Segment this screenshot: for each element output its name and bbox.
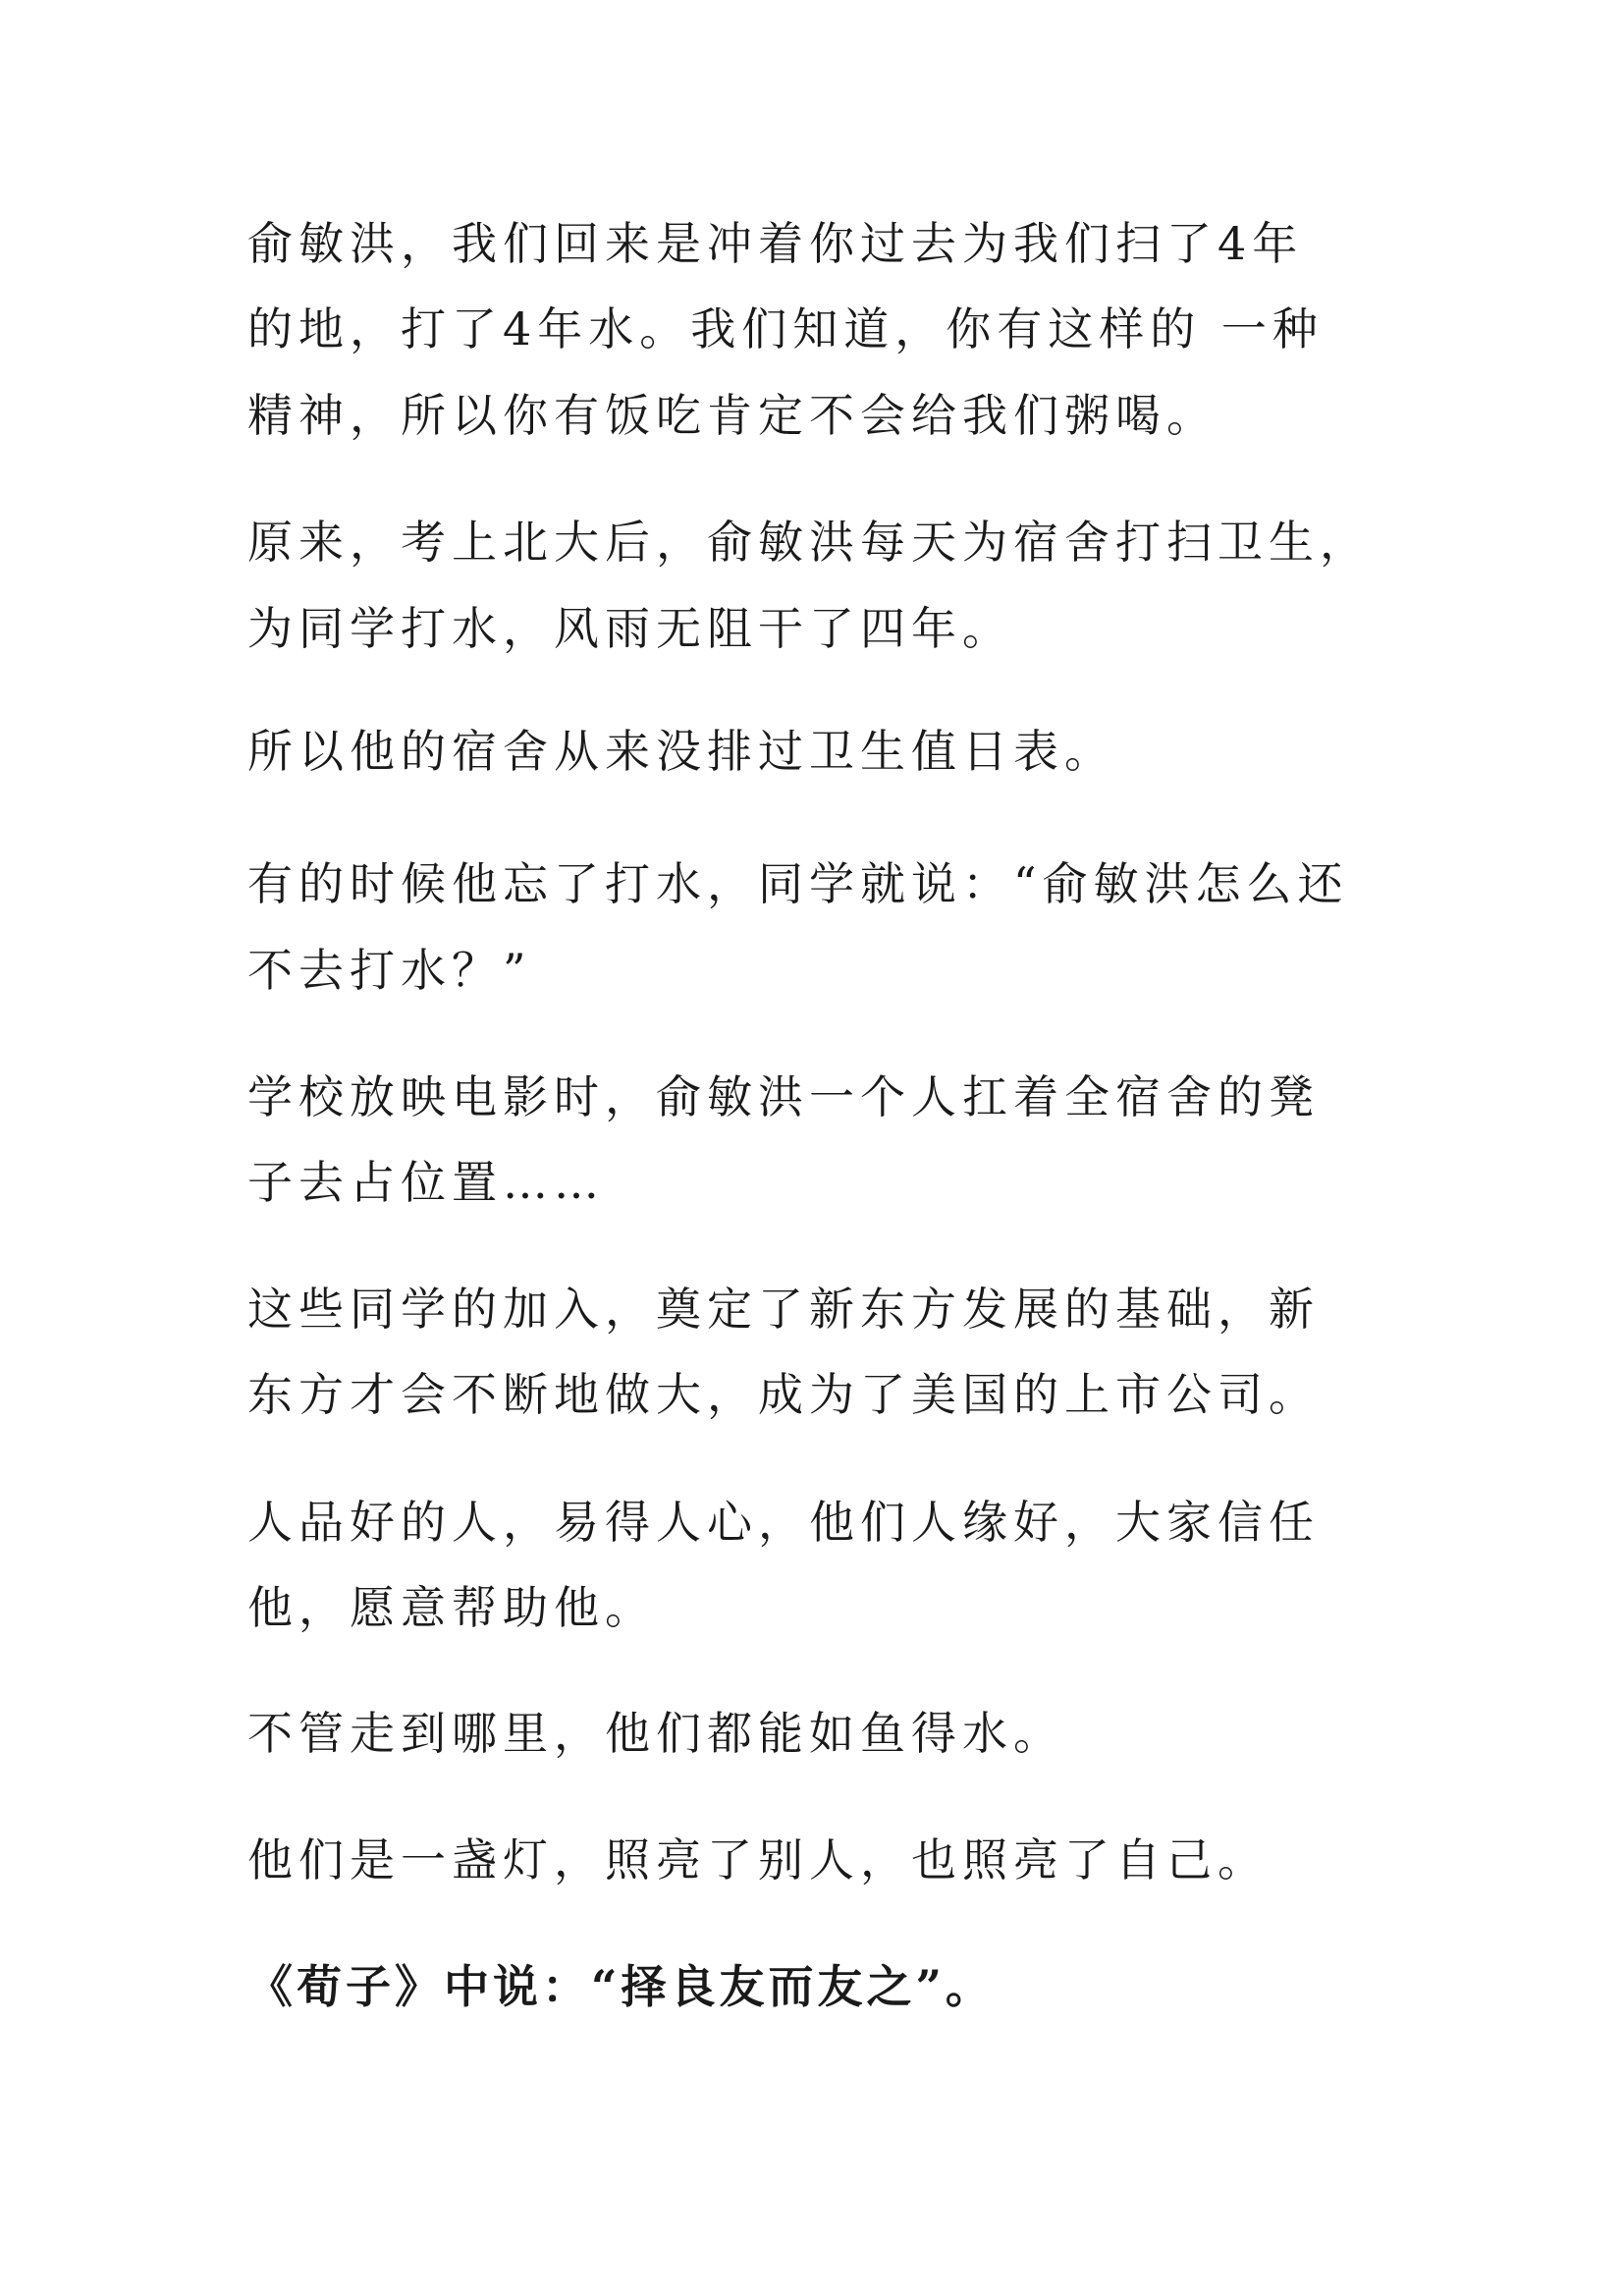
paragraph-line: 精神，所以你有饭吃肯定不会给我们粥喝。 <box>247 389 1217 442</box>
paragraph-line: 原来，考上北大后，俞敏洪每天为宿舍打扫卫生， <box>247 516 1371 569</box>
paragraph-line: 不管走到哪里，他们都能如鱼得水。 <box>247 1707 1064 1760</box>
paragraph-line: 他们是一盏灯，照亮了别人，也照亮了自己。 <box>247 1833 1269 1886</box>
paragraph-line: 人品好的人，易得人心，他们人缘好，大家信任 <box>247 1496 1320 1549</box>
paragraph-line: 学校放映电影时，俞敏洪一个人扛着全宿舍的凳 <box>247 1070 1320 1123</box>
paragraph-line: 不去打水？” <box>247 944 532 997</box>
paragraph-line: 有的时候他忘了打水，同学就说：“俞敏洪怎么还 <box>247 857 1349 910</box>
paragraph-line: 的地，打了4年水。我们知道，你有这样的 一种 <box>247 302 1324 355</box>
paragraph-line: 俞敏洪，我们回来是冲着你过去为我们扫了4年 <box>247 217 1304 270</box>
paragraph-line: 为同学打水，风雨无阻干了四年。 <box>247 602 1013 655</box>
paragraph-line: 东方才会不断地做大，成为了美国的上市公司。 <box>247 1368 1320 1421</box>
paragraph-line: 子去占位置…… <box>247 1156 605 1209</box>
paragraph-line: 他，愿意帮助他。 <box>247 1581 656 1634</box>
quote-line: 《荀子》中说：“择良友而友之”。 <box>247 1960 995 2013</box>
paragraph-line: 这些同学的加入，奠定了新东方发展的基础，新 <box>247 1283 1320 1336</box>
paragraph-line: 所以他的宿舍从来没排过卫生值日表。 <box>247 725 1115 778</box>
